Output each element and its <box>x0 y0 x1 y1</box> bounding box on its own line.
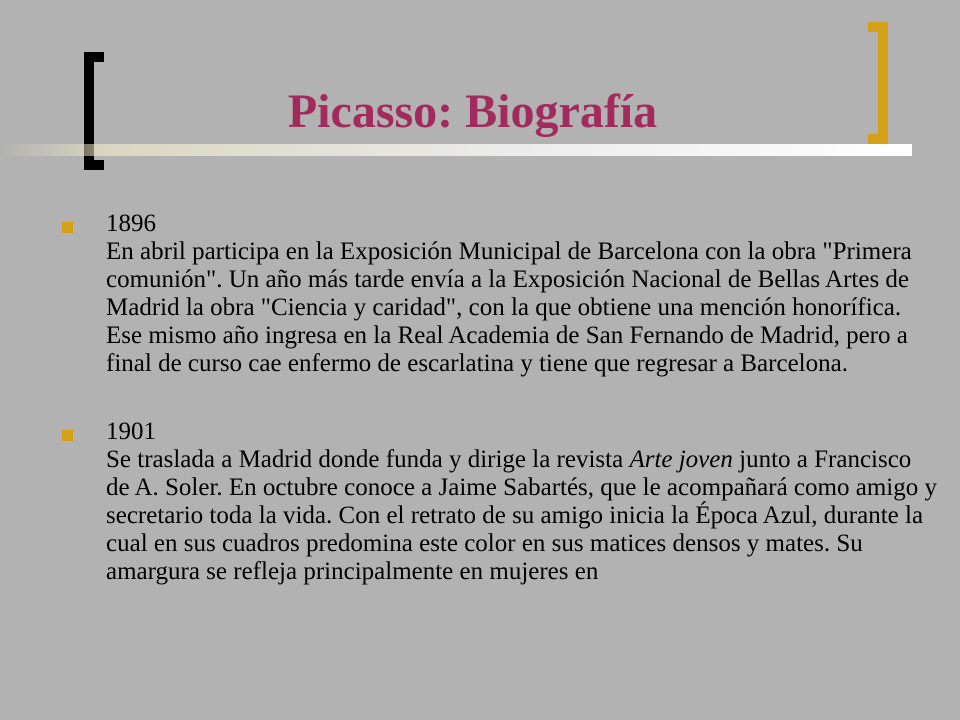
bullet-item-1901 <box>58 418 938 586</box>
bullet-text <box>106 446 938 586</box>
square-bullet-icon <box>62 430 73 441</box>
title-underline <box>0 144 912 156</box>
square-bullet-icon <box>62 222 73 233</box>
bullet-year: 1896 <box>106 210 156 237</box>
bullet-text-part: junto a Francisco de A. Soler. En octubre conoce a Jaime Sabartés, que le acompañará como amigo y secretario toda la vida. Con el retrato de su amigo inicia la Época Azul, durante la cual en sus cuadros predomina este color en sus matices densos y mates. Su amargura se refleja principalmente en mujeres en <box>106 446 937 585</box>
bullet-text-part: Se traslada a Madrid donde funda y dirige la revista <box>106 446 630 473</box>
bullet-text: En abril participa en la Exposición Municipal de Barcelona con la obra "Primera comunión". Un año más tarde envía a la Exposición Nacional de Bellas Artes de Madrid la obra "Ciencia y caridad", con la que obtiene una mención honorífica. Ese mismo año ingresa en la Real Academia de San Fernando de Madrid, pero a final de curso cae enfermo de escarlatina y tiene que regresar a Barcelona. <box>106 238 912 377</box>
magazine-title: Arte joven <box>629 446 733 473</box>
bullet-year: 1901 <box>106 418 156 445</box>
slide-title: Picasso: Biografía <box>287 85 658 138</box>
slide-content <box>58 210 938 626</box>
bullet-item-1896 <box>58 210 938 378</box>
